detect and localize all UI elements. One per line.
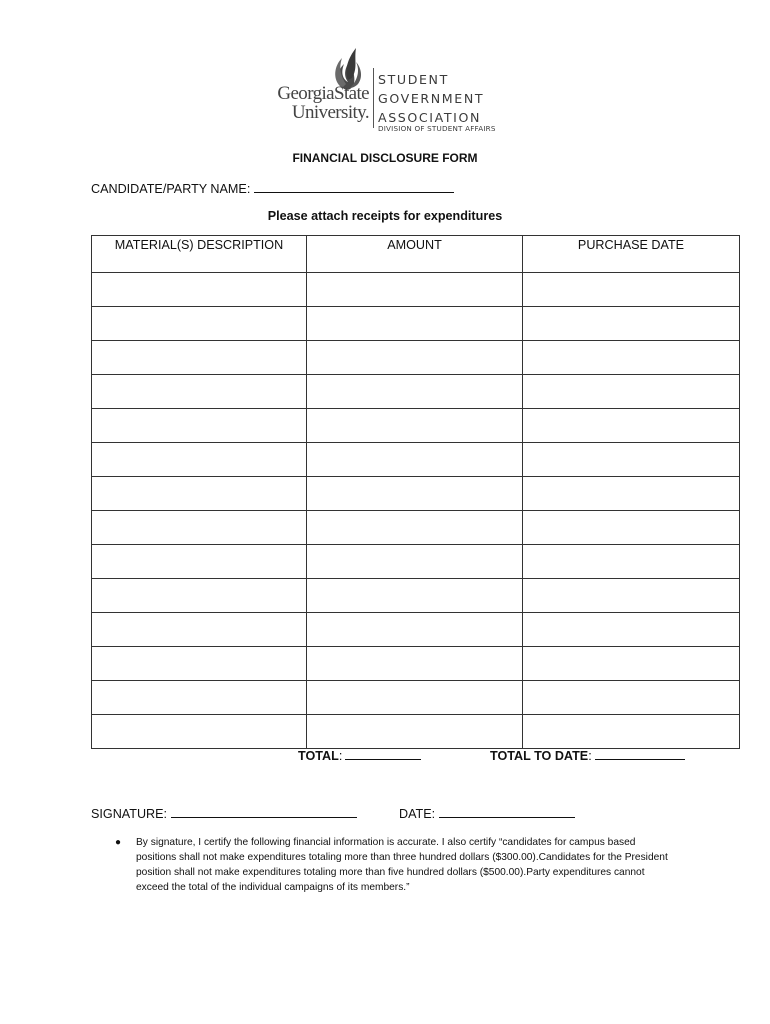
university-line1: GeorgiaState [277, 83, 369, 104]
purchase-date-cell[interactable] [523, 443, 740, 477]
purchase-date-cell[interactable] [523, 375, 740, 409]
amount-cell[interactable] [307, 715, 523, 749]
table-header-row [92, 236, 740, 273]
table-row [92, 409, 740, 443]
description-cell[interactable] [92, 545, 307, 579]
table-row [92, 375, 740, 409]
purchase-date-cell[interactable] [523, 715, 740, 749]
amount-cell[interactable] [307, 273, 523, 307]
header-amount: AMOUNT [307, 236, 523, 273]
purchase-date-cell[interactable] [523, 681, 740, 715]
description-cell[interactable] [92, 511, 307, 545]
table-row [92, 647, 740, 681]
signature-label: SIGNATURE: [91, 807, 168, 821]
description-cell[interactable] [92, 409, 307, 443]
amount-cell[interactable] [307, 375, 523, 409]
date-label: DATE: [399, 807, 436, 821]
total-to-date-field: TOTAL TO DATE: [490, 747, 685, 763]
amount-cell[interactable] [307, 647, 523, 681]
purchase-date-cell[interactable] [523, 647, 740, 681]
amount-cell[interactable] [307, 579, 523, 613]
table-row [92, 273, 740, 307]
description-cell[interactable] [92, 715, 307, 749]
amount-cell[interactable] [307, 545, 523, 579]
table-row [92, 545, 740, 579]
total-label: TOTAL [298, 749, 339, 763]
description-cell[interactable] [92, 579, 307, 613]
candidate-field [91, 180, 454, 196]
description-cell[interactable] [92, 477, 307, 511]
table-row [92, 443, 740, 477]
sga-line1: STUDENT [378, 72, 449, 87]
description-cell[interactable] [92, 613, 307, 647]
amount-cell[interactable] [307, 477, 523, 511]
table-row [92, 681, 740, 715]
purchase-date-cell[interactable] [523, 477, 740, 511]
university-wordmark [266, 84, 369, 122]
division-label: DIVISION OF STUDENT AFFAIRS [378, 124, 496, 133]
logo-divider [373, 68, 374, 128]
description-cell[interactable] [92, 681, 307, 715]
bullet-icon: ● [115, 837, 122, 848]
table-row [92, 511, 740, 545]
amount-cell[interactable] [307, 613, 523, 647]
purchase-date-cell[interactable] [523, 613, 740, 647]
amount-cell[interactable] [307, 307, 523, 341]
purchase-date-cell[interactable] [523, 579, 740, 613]
table-row [92, 579, 740, 613]
signature-line[interactable] [171, 805, 357, 818]
sga-line2: GOVERNMENT [378, 91, 485, 106]
table-row [92, 613, 740, 647]
header-purchase-date: PURCHASE DATE [523, 236, 740, 273]
description-cell[interactable] [92, 341, 307, 375]
header-description: MATERIAL(S) DESCRIPTION [92, 236, 307, 273]
gsu-sga-logo [266, 44, 516, 136]
candidate-label: CANDIDATE/PARTY NAME: [91, 182, 251, 196]
expense-rows [92, 273, 740, 749]
purchase-date-cell[interactable] [523, 409, 740, 443]
amount-cell[interactable] [307, 341, 523, 375]
total-to-date-label: TOTAL TO DATE [490, 749, 589, 763]
signature-field [91, 805, 357, 821]
sga-wordmark [378, 70, 484, 127]
description-cell[interactable] [92, 647, 307, 681]
expenses-table [91, 235, 740, 749]
table-row [92, 307, 740, 341]
description-cell[interactable] [92, 443, 307, 477]
university-line2: University. [291, 102, 369, 123]
description-cell[interactable] [92, 273, 307, 307]
total-line[interactable] [345, 747, 421, 760]
table-row [92, 341, 740, 375]
candidate-name-line[interactable] [254, 180, 454, 193]
date-field [399, 805, 575, 821]
form-title: FINANCIAL DISCLOSURE FORM [292, 151, 478, 165]
amount-cell[interactable] [307, 443, 523, 477]
amount-cell[interactable] [307, 409, 523, 443]
description-cell[interactable] [92, 375, 307, 409]
total-to-date-line[interactable] [595, 747, 685, 760]
purchase-date-cell[interactable] [523, 307, 740, 341]
receipts-note: Please attach receipts for expenditures [267, 209, 503, 223]
date-line[interactable] [439, 805, 575, 818]
purchase-date-cell[interactable] [523, 341, 740, 375]
amount-cell[interactable] [307, 511, 523, 545]
purchase-date-cell[interactable] [523, 511, 740, 545]
sga-line3: ASSOCIATION [378, 110, 482, 125]
total-field: TOTAL: [298, 747, 421, 763]
table-row [92, 715, 740, 749]
amount-cell[interactable] [307, 681, 523, 715]
purchase-date-cell[interactable] [523, 273, 740, 307]
certification-text: By signature, I certify the following financial information is accurate. I also certify “candidates for campus based positions shall not make expenditures totaling more than three hundred dollars ($300.00).Candidates for the President position shall not make expenditures totaling more than five hundred dollars ($500.00).Party expenditures cannot exceed the total of the individual campaigns of its members.” [136, 837, 668, 893]
table-row [92, 477, 740, 511]
description-cell[interactable] [92, 307, 307, 341]
purchase-date-cell[interactable] [523, 545, 740, 579]
